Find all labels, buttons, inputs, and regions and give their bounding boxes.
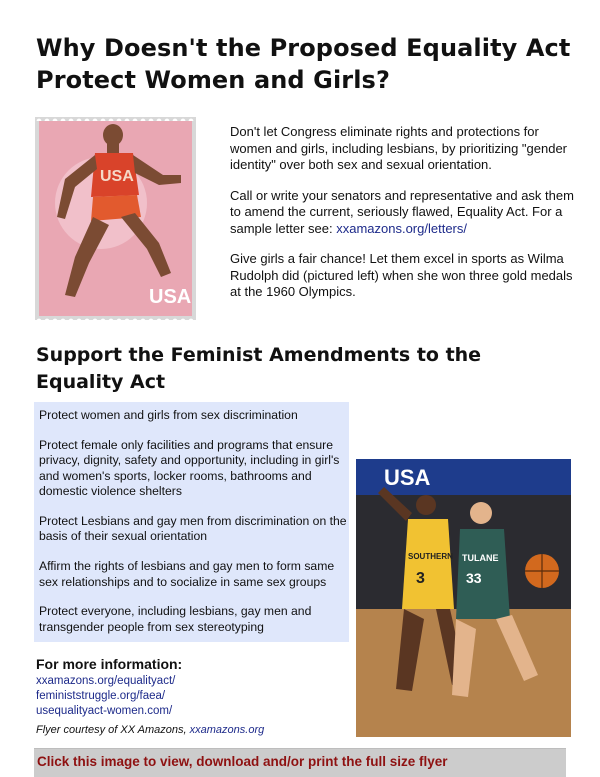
cta-label: Click this image to view, download and/or print the full size flyer — [37, 754, 448, 769]
credit-link[interactable]: xxamazons.org — [189, 724, 265, 736]
full-size-flyer-button[interactable] — [34, 748, 566, 777]
stamp-illustration — [35, 117, 196, 320]
amendments-box — [34, 402, 349, 642]
basketball-photo — [356, 459, 571, 737]
left-jersey-number: 3 — [416, 570, 425, 587]
stamp-usa-text: USA — [149, 286, 192, 308]
intro-text — [230, 124, 575, 315]
amendments-list — [34, 402, 349, 635]
flyer-credit — [36, 724, 264, 736]
amendment-item: Protect female only facilities and programs that ensure privacy, dignity, safety and opportunity, including in girl's and women's sports, locker rooms, bathrooms and domestic violence shelters — [39, 437, 340, 499]
intro-paragraph-1: Don't let Congress eliminate rights and protections for women and girls, including lesbians, by prioritizing "gender identity" over both sex and sexual orientation. — [230, 124, 568, 172]
subtitle-line-1: Support the Feminist Amendments to the — [36, 344, 482, 366]
amendment-item: Protect women and girls from sex discrimination — [39, 408, 298, 422]
section-subtitle — [36, 342, 536, 396]
more-info-link[interactable]: usequalityact-women.com/ — [36, 705, 173, 717]
amendment-item: Affirm the rights of lesbians and gay men to form same sex relationships and to socialize in same sex groups — [39, 559, 335, 589]
stamp-jersey-text: USA — [100, 168, 134, 185]
amendment-item: Protect everyone, including lesbians, gay men and transgender people from sex stereotyping — [39, 604, 312, 634]
intro-paragraph-3: Give girls a fair chance! Let them excel in sports as Wilma Rudolph did (pictured left) when she won three gold medals at the 1960 Olympics. — [230, 251, 573, 299]
photo-banner-text: USA — [384, 465, 431, 490]
subtitle-line-2: Equality Act — [36, 371, 166, 393]
intro-paragraph-2-text: Call or write your senators and representative and ask them to amend the current, seriously flawed, Equality Act. For a sample letter see: — [230, 187, 574, 236]
right-jersey-number: 33 — [466, 570, 482, 586]
more-info-links — [36, 674, 175, 719]
more-info-title: For more information: — [36, 656, 183, 672]
more-info-link[interactable]: xxamazons.org/equalityact/ — [36, 675, 176, 687]
more-info-link[interactable]: feministstruggle.org/faea/ — [36, 690, 166, 702]
intro-paragraph-2 — [230, 188, 575, 238]
left-team-name: SOUTHERN — [408, 552, 453, 561]
page-title — [36, 32, 576, 96]
title-line-2: Protect Women and Girls? — [36, 66, 390, 94]
right-team-name: TULANE — [462, 553, 499, 563]
basketball-photo-illustration — [356, 459, 571, 737]
letters-link[interactable]: xxamazons.org/letters/ — [336, 220, 467, 236]
title-line-1: Why Doesn't the Proposed Equality Act — [36, 34, 571, 62]
amendment-item: Protect Lesbians and gay men from discrimination on the basis of their sexual orientation — [39, 513, 347, 544]
credit-text: Flyer courtesy of XX Amazons, — [36, 724, 190, 736]
wilma-rudolph-stamp-image — [35, 117, 196, 320]
